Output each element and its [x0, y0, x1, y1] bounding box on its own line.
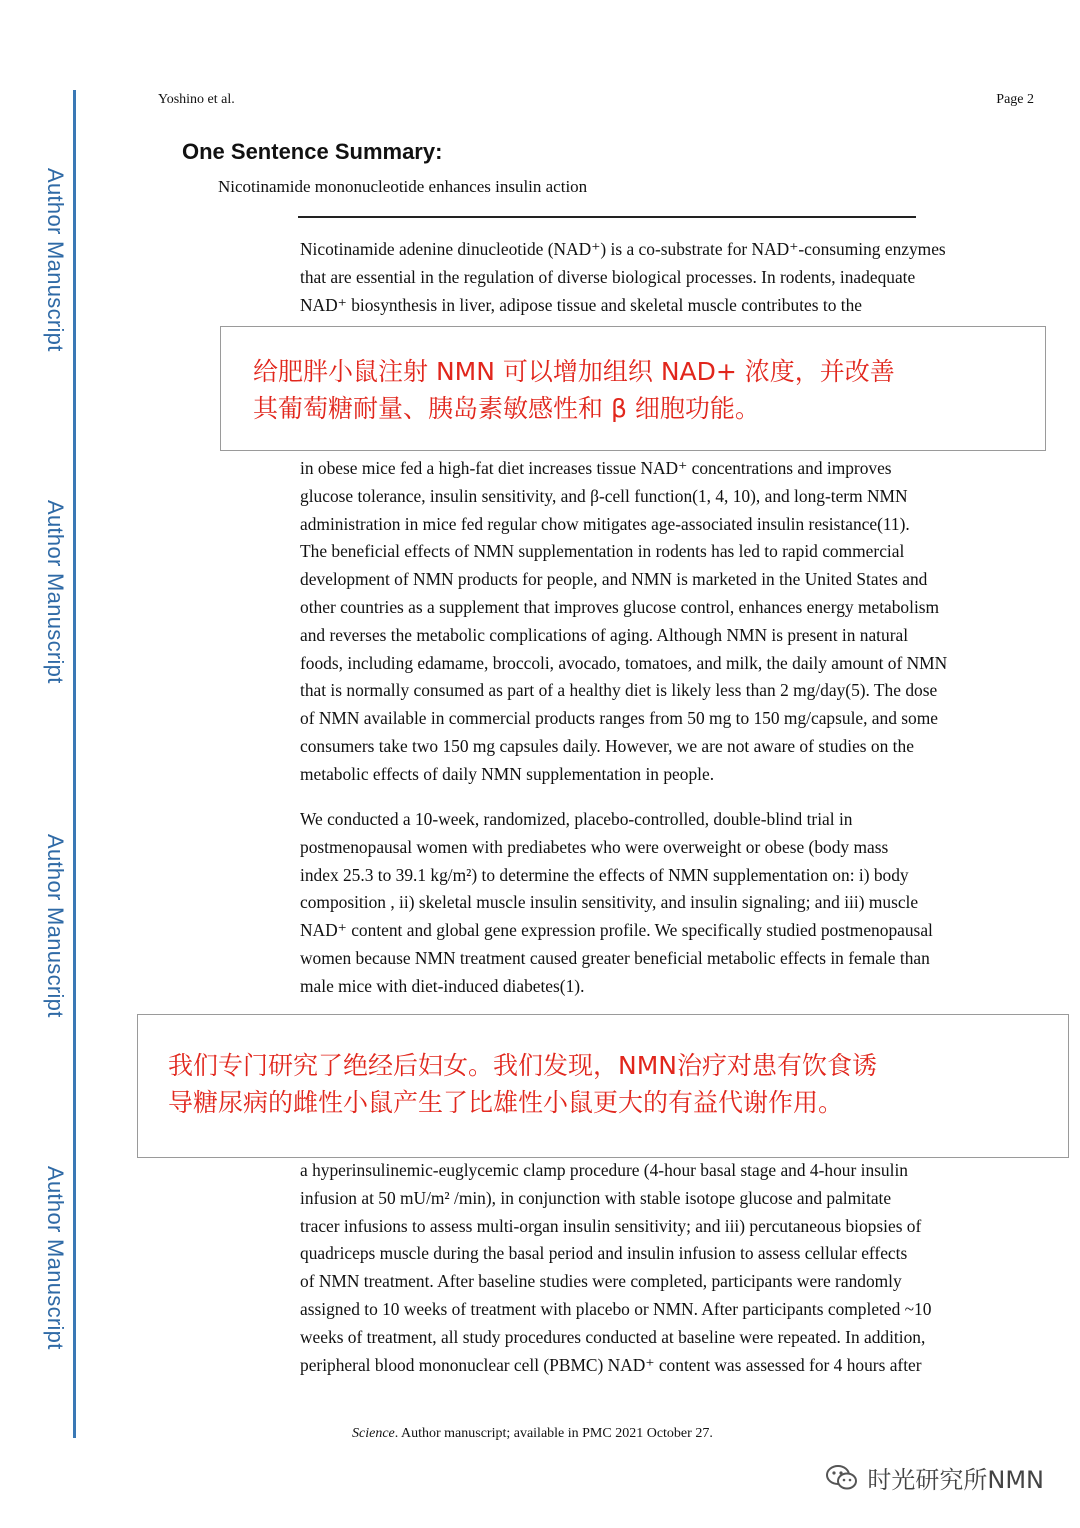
sidebar-label-2: Author Manuscript — [43, 500, 68, 684]
watermark-text: 时光研究所NMN — [867, 1466, 1044, 1494]
overlay-line: 导糖尿病的雌性小鼠产生了比雄性小鼠更大的有益代谢作用。 — [168, 1088, 844, 1117]
footer-text: . Author manuscript; available in PMC 2021 October 27. — [394, 1426, 713, 1441]
overlay-line: 其葡萄糖耐量、胰岛素敏感性和 β 细胞功能。 — [253, 394, 760, 423]
footer-citation — [352, 1426, 713, 1442]
text-line: consumers take two 150 mg capsules daily. However, we are not aware of studies on the — [300, 735, 914, 756]
footer-journal: Science — [352, 1426, 395, 1441]
overlay-line: 我们专门研究了绝经后妇女。我们发现，NMN治疗对患有饮食诱 — [168, 1051, 877, 1080]
paragraph-1-bottom — [300, 455, 1035, 789]
text-line: infusion at 50 mU/m² /min), in conjunction with stable isotope glucose and palmitate — [300, 1187, 892, 1208]
translation-overlay-2 — [137, 1014, 1069, 1158]
text-line: The beneficial effects of NMN supplementation in rodents has led to rapid commercial — [300, 541, 905, 562]
text-line: We conducted a 10-week, randomized, placebo-controlled, double-blind trial in — [300, 809, 853, 829]
text-line: index 25.3 to 39.1 kg/m²) to determine the effects of NMN supplementation on: i) body — [300, 864, 909, 885]
paragraph-2 — [300, 806, 1035, 1001]
summary-heading: One Sentence Summary: — [182, 139, 443, 164]
wechat-icon — [825, 1463, 859, 1493]
text-line: a hyperinsulinemic-euglycemic clamp procedure (4-hour basal stage and 4-hour insulin — [300, 1160, 908, 1180]
text-line: of NMN available in commercial products ranges from 50 mg to 150 mg/capsule, and some — [300, 708, 938, 729]
sidebar-label-3: Author Manuscript — [43, 834, 68, 1018]
text-line: male mice with diet-induced diabetes(1). — [300, 975, 585, 996]
text-line: weeks of treatment, all study procedures conducted at baseline were repeated. In addition, — [300, 1326, 926, 1347]
text-line: Nicotinamide adenine dinucleotide (NAD⁺) is a co-substrate for NAD⁺-consuming enzymes — [300, 239, 946, 259]
text-line: assigned to 10 weeks of treatment with placebo or NMN. After participants completed ~10 — [300, 1298, 932, 1319]
text-line: and reverses the metabolic complications of aging. Although NMN is present in natural — [300, 624, 909, 645]
text-line: postmenopausal women with prediabetes who were overweight or obese (body mass — [300, 836, 889, 857]
text-line: peripheral blood mononuclear cell (PBMC) NAD⁺ content was assessed for 4 hours after — [300, 1354, 922, 1375]
text-line: tracer infusions to assess multi-organ insulin sensitivity; and iii) percutaneous biopsies of — [300, 1215, 922, 1236]
text-line: NAD⁺ biosynthesis in liver, adipose tissue and skeletal muscle contributes to the — [300, 294, 862, 315]
text-line: that is normally consumed as part of a healthy diet is likely less than 2 mg/day(5). The dose — [300, 680, 938, 701]
text-line: women because NMN treatment caused greater beneficial metabolic effects in female than — [300, 947, 930, 968]
text-line: NAD⁺ content and global gene expression profile. We specifically studied postmenopausal — [300, 920, 933, 941]
text-line: development of NMN products for people, and NMN is marketed in the United States and — [300, 569, 928, 590]
text-line: metabolic effects of daily NMN supplementation in people. — [300, 763, 715, 784]
divider — [298, 216, 916, 218]
paragraph-3 — [300, 1157, 1035, 1379]
text-line: foods, including edamame, broccoli, avocado, tomatoes, and milk, the daily amount of NMN — [300, 652, 948, 673]
text-line: in obese mice fed a high-fat diet increases tissue NAD⁺ concentrations and improves — [300, 458, 892, 478]
text-line: composition , ii) skeletal muscle insulin sensitivity, and insulin signaling; and iii) muscle — [300, 892, 919, 913]
sidebar-rule — [73, 90, 76, 1438]
translation-overlay-1 — [220, 326, 1046, 451]
summary-text: Nicotinamide mononucleotide enhances insulin action — [218, 177, 588, 196]
text-line: administration in mice fed regular chow mitigates age-associated insulin resistance(11). — [300, 513, 910, 534]
sidebar-label-4: Author Manuscript — [43, 1166, 68, 1350]
text-line: other countries as a supplement that improves glucose control, enhances energy metabolism — [300, 596, 940, 617]
header-page-number: Page 2 — [996, 92, 1034, 107]
text-line: glucose tolerance, insulin sensitivity, and β-cell function(1, 4, 10), and long-term NMN — [300, 485, 908, 506]
header-author: Yoshino et al. — [158, 92, 235, 107]
text-line: that are essential in the regulation of diverse biological processes. In rodents, inadequate — [300, 266, 916, 287]
text-line: of NMN treatment. After baseline studies were completed, participants were randomly — [300, 1271, 902, 1292]
paragraph-1-top — [300, 236, 1035, 319]
watermark — [825, 1460, 1044, 1495]
text-line: quadriceps muscle during the basal period and insulin infusion to assess cellular effects — [300, 1243, 908, 1264]
overlay-line: 给肥胖小鼠注射 NMN 可以增加组织 NAD+ 浓度，并改善 — [253, 357, 895, 386]
sidebar-label-1: Author Manuscript — [43, 168, 68, 352]
